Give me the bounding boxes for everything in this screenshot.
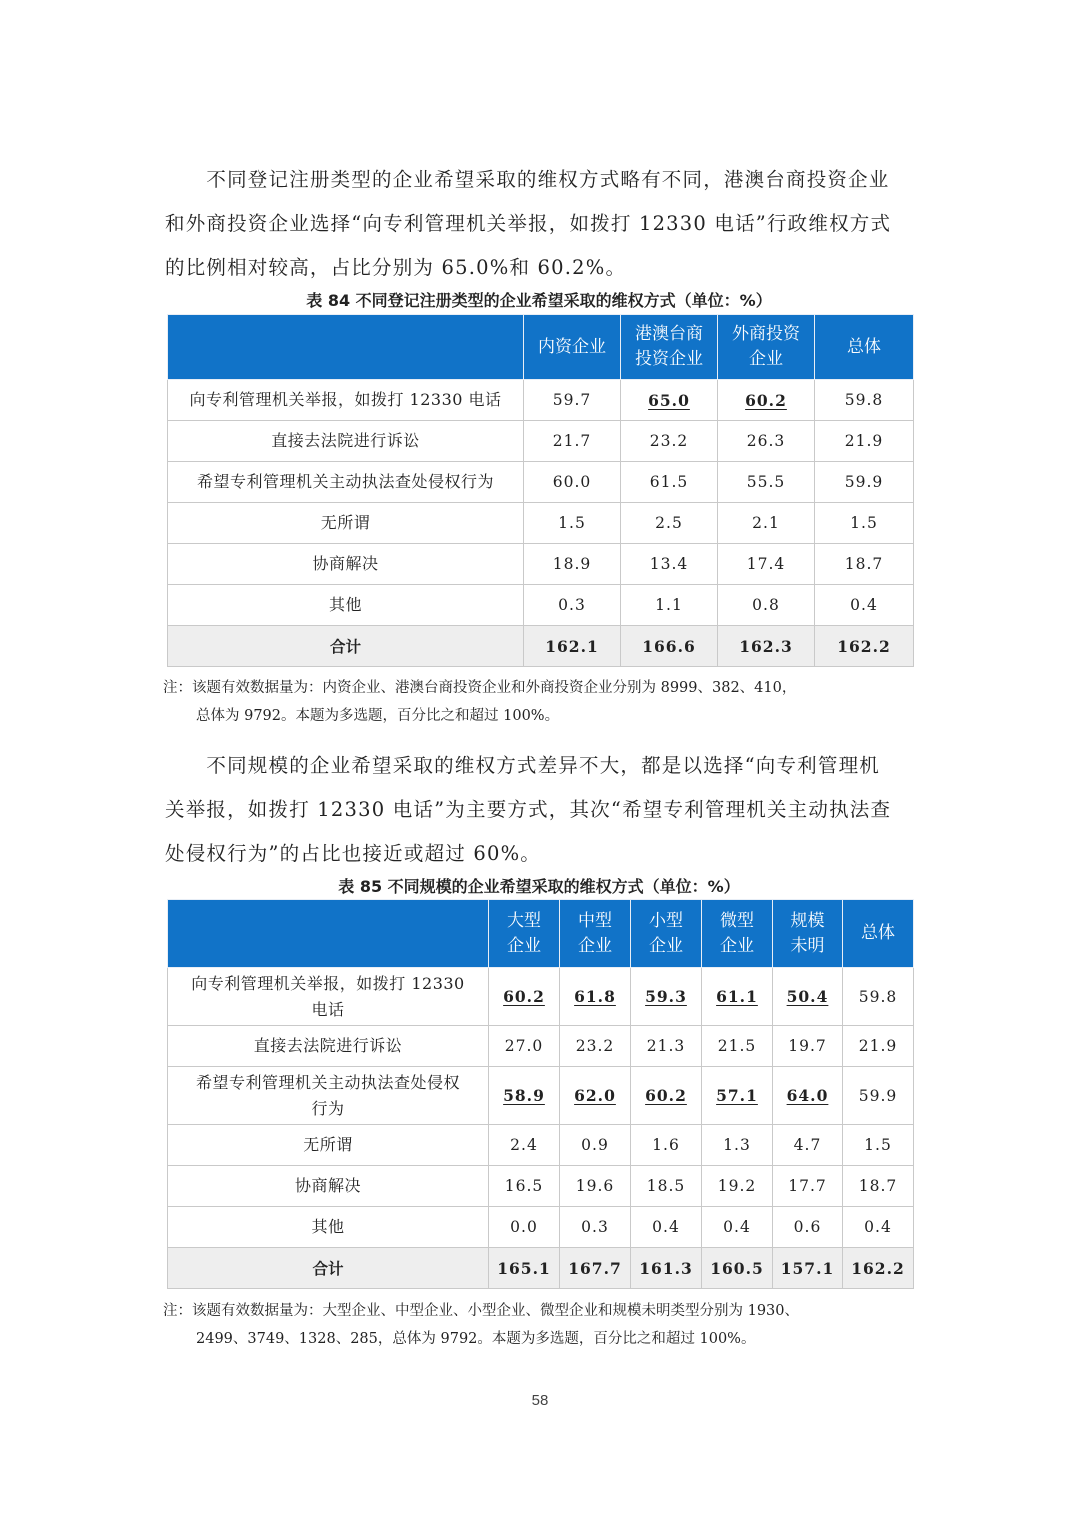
- header-blank: [168, 900, 489, 968]
- cell-value: 21.9: [815, 421, 914, 462]
- cell-value: 0.4: [815, 585, 914, 626]
- cell-value: 162.1: [524, 626, 621, 667]
- row-label: 协商解决: [168, 544, 524, 585]
- table-row: [168, 1026, 914, 1067]
- cell-value: 21.7: [524, 421, 621, 462]
- table-row: [168, 503, 914, 544]
- cell-value: 1.6: [631, 1125, 702, 1166]
- text-line: 和外商投资企业选择“向专利管理机关举报，如拨打 12330 电话”行政维权方式: [165, 212, 892, 235]
- cell-value-highlight: 59.3: [631, 968, 702, 1026]
- header-overall: 总体: [815, 315, 914, 380]
- header-small: 小型 企业: [631, 900, 702, 968]
- table-row: [168, 1207, 914, 1248]
- table-row: [168, 585, 914, 626]
- cell-value: 26.3: [718, 421, 815, 462]
- row-label: 直接去法院进行诉讼: [168, 421, 524, 462]
- header-domestic: 内资企业: [524, 315, 621, 380]
- cell-value: 17.4: [718, 544, 815, 585]
- cell-value: 0.8: [718, 585, 815, 626]
- cell-value: 18.7: [815, 544, 914, 585]
- table-row: [168, 462, 914, 503]
- table-84-note: [163, 674, 923, 730]
- cell-value: 0.9: [560, 1125, 631, 1166]
- cell-value: 160.5: [702, 1248, 773, 1289]
- header-micro: 微型 企业: [702, 900, 773, 968]
- cell-value: 21.5: [702, 1026, 773, 1067]
- table-row: [168, 968, 914, 1026]
- row-label: 合计: [168, 626, 524, 667]
- cell-value: 0.4: [843, 1207, 914, 1248]
- cell-value: 23.2: [560, 1026, 631, 1067]
- row-label: 合计: [168, 1248, 489, 1289]
- table-row: [168, 380, 914, 421]
- cell-value: 18.5: [631, 1166, 702, 1207]
- cell-value: 61.5: [621, 462, 718, 503]
- cell-value-highlight: 61.8: [560, 968, 631, 1026]
- cell-value: 167.7: [560, 1248, 631, 1289]
- row-label: 无所谓: [168, 1125, 489, 1166]
- row-label: 希望专利管理机关主动执法查处侵权 行为: [168, 1067, 489, 1125]
- table-85: [167, 899, 914, 1289]
- cell-value: 59.9: [843, 1067, 914, 1125]
- cell-value: 0.6: [773, 1207, 843, 1248]
- cell-value: 19.7: [773, 1026, 843, 1067]
- note-line: 总体为 9792。本题为多选题，百分比之和超过 100%。: [196, 708, 560, 724]
- cell-value-highlight: 60.2: [631, 1067, 702, 1125]
- row-label: 其他: [168, 1207, 489, 1248]
- cell-value: 162.2: [815, 626, 914, 667]
- cell-value: 1.5: [843, 1125, 914, 1166]
- cell-value: 59.9: [815, 462, 914, 503]
- cell-value: 55.5: [718, 462, 815, 503]
- cell-value-highlight: 60.2: [718, 380, 815, 421]
- row-label: 希望专利管理机关主动执法查处侵权行为: [168, 462, 524, 503]
- text-line: 的比例相对较高，占比分别为 65.0%和 60.2%。: [165, 256, 627, 279]
- cell-value-highlight: 57.1: [702, 1067, 773, 1125]
- cell-value: 0.4: [631, 1207, 702, 1248]
- row-label: 向专利管理机关举报，如拨打 12330 电话: [168, 380, 524, 421]
- cell-value: 13.4: [621, 544, 718, 585]
- table-row: [168, 1125, 914, 1166]
- cell-value: 162.3: [718, 626, 815, 667]
- note-line: 注：该题有效数据量为：内资企业、港澳台商投资企业和外商投资企业分别为 8999、382、410，: [163, 680, 797, 696]
- table-row: [168, 1067, 914, 1125]
- cell-value: 1.5: [815, 503, 914, 544]
- table-total-row: [168, 626, 914, 667]
- cell-value: 0.3: [524, 585, 621, 626]
- cell-value: 21.3: [631, 1026, 702, 1067]
- cell-value: 162.2: [843, 1248, 914, 1289]
- row-label: 直接去法院进行诉讼: [168, 1026, 489, 1067]
- cell-value: 19.2: [702, 1166, 773, 1207]
- cell-value: 4.7: [773, 1125, 843, 1166]
- cell-value: 18.9: [524, 544, 621, 585]
- cell-value: 59.8: [815, 380, 914, 421]
- cell-value: 166.6: [621, 626, 718, 667]
- cell-value: 23.2: [621, 421, 718, 462]
- cell-value: 1.1: [621, 585, 718, 626]
- header-foreign: 外商投资 企业: [718, 315, 815, 380]
- table-row: [168, 1166, 914, 1207]
- cell-value-highlight: 64.0: [773, 1067, 843, 1125]
- cell-value: 0.4: [702, 1207, 773, 1248]
- header-blank: [168, 315, 524, 380]
- note-line: 注：该题有效数据量为：大型企业、中型企业、小型企业、微型企业和规模未明类型分别为 1930、: [163, 1303, 800, 1319]
- header-unknown-size: 规模 未明: [773, 900, 843, 968]
- cell-value: 18.7: [843, 1166, 914, 1207]
- row-label: 其他: [168, 585, 524, 626]
- cell-value-highlight: 58.9: [489, 1067, 560, 1125]
- cell-value: 0.0: [489, 1207, 560, 1248]
- table-85-caption: 表 85 不同规模的企业希望采取的维权方式（单位：%）: [338, 877, 740, 896]
- text-line: 处侵权行为”的占比也接近或超过 60%。: [165, 842, 542, 865]
- cell-value-highlight: 50.4: [773, 968, 843, 1026]
- cell-value: 161.3: [631, 1248, 702, 1289]
- table-header-row: [168, 315, 914, 380]
- table-total-row: [168, 1248, 914, 1289]
- cell-value: 59.8: [843, 968, 914, 1026]
- cell-value: 2.5: [621, 503, 718, 544]
- cell-value: 27.0: [489, 1026, 560, 1067]
- cell-value: 1.5: [524, 503, 621, 544]
- text-line: 不同规模的企业希望采取的维权方式差异不大，都是以选择“向专利管理机: [165, 754, 880, 777]
- table-84-caption: 表 84 不同登记注册类型的企业希望采取的维权方式（单位：%）: [306, 291, 772, 310]
- table-row: [168, 544, 914, 585]
- cell-value: 17.7: [773, 1166, 843, 1207]
- table-header-row: [168, 900, 914, 968]
- cell-value: 19.6: [560, 1166, 631, 1207]
- cell-value: 60.0: [524, 462, 621, 503]
- header-overall: 总体: [843, 900, 914, 968]
- paragraph-enterprise-size: [165, 744, 917, 876]
- header-medium: 中型 企业: [560, 900, 631, 968]
- table-85-note: [163, 1297, 923, 1353]
- cell-value: 59.7: [524, 380, 621, 421]
- text-line: 关举报，如拨打 12330 电话”为主要方式，其次“希望专利管理机关主动执法查: [165, 798, 892, 821]
- row-label: 无所谓: [168, 503, 524, 544]
- page-number: 58: [531, 1392, 549, 1409]
- cell-value: 0.3: [560, 1207, 631, 1248]
- paragraph-registration-type: [165, 158, 917, 290]
- cell-value-highlight: 61.1: [702, 968, 773, 1026]
- cell-value: 157.1: [773, 1248, 843, 1289]
- cell-value: 1.3: [702, 1125, 773, 1166]
- cell-value: 2.1: [718, 503, 815, 544]
- cell-value-highlight: 60.2: [489, 968, 560, 1026]
- cell-value-highlight: 65.0: [621, 380, 718, 421]
- row-label: 协商解决: [168, 1166, 489, 1207]
- header-hk-macao-taiwan: 港澳台商 投资企业: [621, 315, 718, 380]
- row-label: 向专利管理机关举报，如拨打 12330 电话: [168, 968, 489, 1026]
- cell-value: 2.4: [489, 1125, 560, 1166]
- header-large: 大型 企业: [489, 900, 560, 968]
- cell-value: 16.5: [489, 1166, 560, 1207]
- text-line: 不同登记注册类型的企业希望采取的维权方式略有不同，港澳台商投资企业: [165, 168, 890, 191]
- cell-value: 165.1: [489, 1248, 560, 1289]
- note-line: 2499、3749、1328、285，总体为 9792。本题为多选题，百分比之和超过 100%。: [196, 1331, 756, 1347]
- table-84: [167, 314, 914, 667]
- cell-value: 21.9: [843, 1026, 914, 1067]
- table-row: [168, 421, 914, 462]
- cell-value-highlight: 62.0: [560, 1067, 631, 1125]
